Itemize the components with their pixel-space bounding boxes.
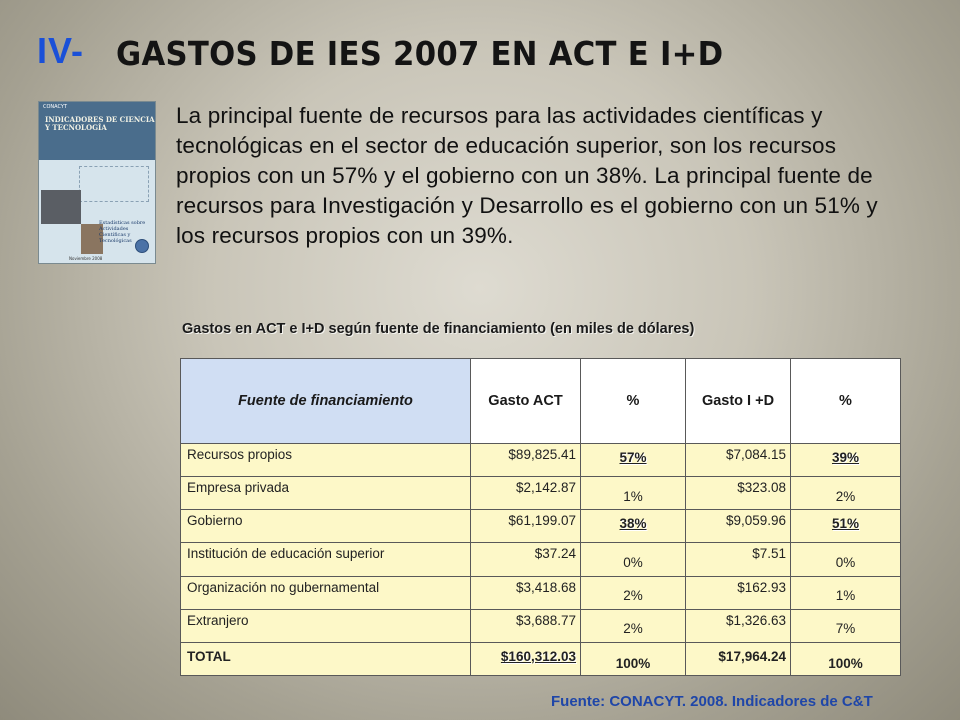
cell-gasto-id: $162.93 bbox=[686, 576, 791, 609]
table-row bbox=[181, 609, 901, 642]
cover-diagram bbox=[79, 166, 149, 202]
cell-pct-id: 100% bbox=[791, 642, 901, 675]
table-caption: Gastos en ACT e I+D según fuente de financiamiento (en miles de dólares) bbox=[182, 321, 695, 337]
cell-gasto-act: $61,199.07 bbox=[471, 510, 581, 543]
table-row bbox=[181, 477, 901, 510]
table-row bbox=[181, 543, 901, 576]
cell-pct-id: 0% bbox=[791, 543, 901, 576]
cell-gasto-act: $160,312.03 bbox=[471, 642, 581, 675]
cell-fuente: Extranjero bbox=[181, 609, 471, 642]
report-cover-image bbox=[38, 101, 156, 264]
cell-fuente: Empresa privada bbox=[181, 477, 471, 510]
cell-gasto-id: $1,326.63 bbox=[686, 609, 791, 642]
header-pct-id: % bbox=[791, 359, 901, 444]
cell-pct-act: 100% bbox=[581, 642, 686, 675]
table-row bbox=[181, 576, 901, 609]
cell-pct-id: 51% bbox=[791, 510, 901, 543]
cell-pct-act: 2% bbox=[581, 609, 686, 642]
cover-brand: CONACYT bbox=[43, 104, 68, 110]
cell-pct-act: 1% bbox=[581, 477, 686, 510]
cell-fuente: Gobierno bbox=[181, 510, 471, 543]
slide-title: GASTOS DE IES 2007 EN ACT E I+D bbox=[116, 34, 724, 73]
cell-pct-id: 1% bbox=[791, 576, 901, 609]
header-fuente: Fuente de financiamiento bbox=[181, 359, 471, 444]
cell-pct-id: 39% bbox=[791, 444, 901, 477]
header-gasto-act: Gasto ACT bbox=[471, 359, 581, 444]
cell-fuente: Organización no gubernamental bbox=[181, 576, 471, 609]
table-total-row bbox=[181, 642, 901, 675]
header-gasto-id: Gasto I +D bbox=[686, 359, 791, 444]
source-citation: Fuente: CONACYT. 2008. Indicadores de C&T bbox=[551, 693, 873, 710]
cell-pct-id: 7% bbox=[791, 609, 901, 642]
cell-gasto-id: $7.51 bbox=[686, 543, 791, 576]
funding-table bbox=[180, 358, 901, 676]
cell-fuente: TOTAL bbox=[181, 642, 471, 675]
header-pct-act: % bbox=[581, 359, 686, 444]
table-row bbox=[181, 444, 901, 477]
cell-fuente: Institución de educación superior bbox=[181, 543, 471, 576]
cell-pct-act: 2% bbox=[581, 576, 686, 609]
slide-number: IV- bbox=[37, 30, 85, 71]
cell-pct-id: 2% bbox=[791, 477, 901, 510]
cell-gasto-id: $7,084.15 bbox=[686, 444, 791, 477]
cover-heading: INDICADORES DE CIENCIA Y TECNOLOGÍA bbox=[45, 115, 155, 132]
cell-pct-act: 38% bbox=[581, 510, 686, 543]
table-row bbox=[181, 510, 901, 543]
cell-gasto-act: $2,142.87 bbox=[471, 477, 581, 510]
cell-gasto-act: $3,688.77 bbox=[471, 609, 581, 642]
cell-pct-act: 0% bbox=[581, 543, 686, 576]
cell-gasto-id: $9,059.96 bbox=[686, 510, 791, 543]
cell-gasto-act: $89,825.41 bbox=[471, 444, 581, 477]
cover-date: Noviembre 2008 bbox=[69, 256, 103, 261]
cover-subtitle: Estadísticas sobre Actividades Científicas y Tecnológicas bbox=[99, 220, 146, 244]
cell-gasto-act: $37.24 bbox=[471, 543, 581, 576]
cell-pct-act: 57% bbox=[581, 444, 686, 477]
table-header-row bbox=[181, 359, 901, 444]
intro-paragraph: La principal fuente de recursos para las actividades científicas y tecnológicas en el sector de educación superior, son los recursos propios con un 57% y el gobierno con un 38%. La principal fuente de recursos para Investigación y Desarrollo es el gobierno con un 51% y los recursos propios con un 39%. bbox=[176, 103, 878, 248]
cell-gasto-id: $17,964.24 bbox=[686, 642, 791, 675]
cell-fuente: Recursos propios bbox=[181, 444, 471, 477]
cell-gasto-act: $3,418.68 bbox=[471, 576, 581, 609]
cell-gasto-id: $323.08 bbox=[686, 477, 791, 510]
seal-icon bbox=[135, 239, 149, 253]
